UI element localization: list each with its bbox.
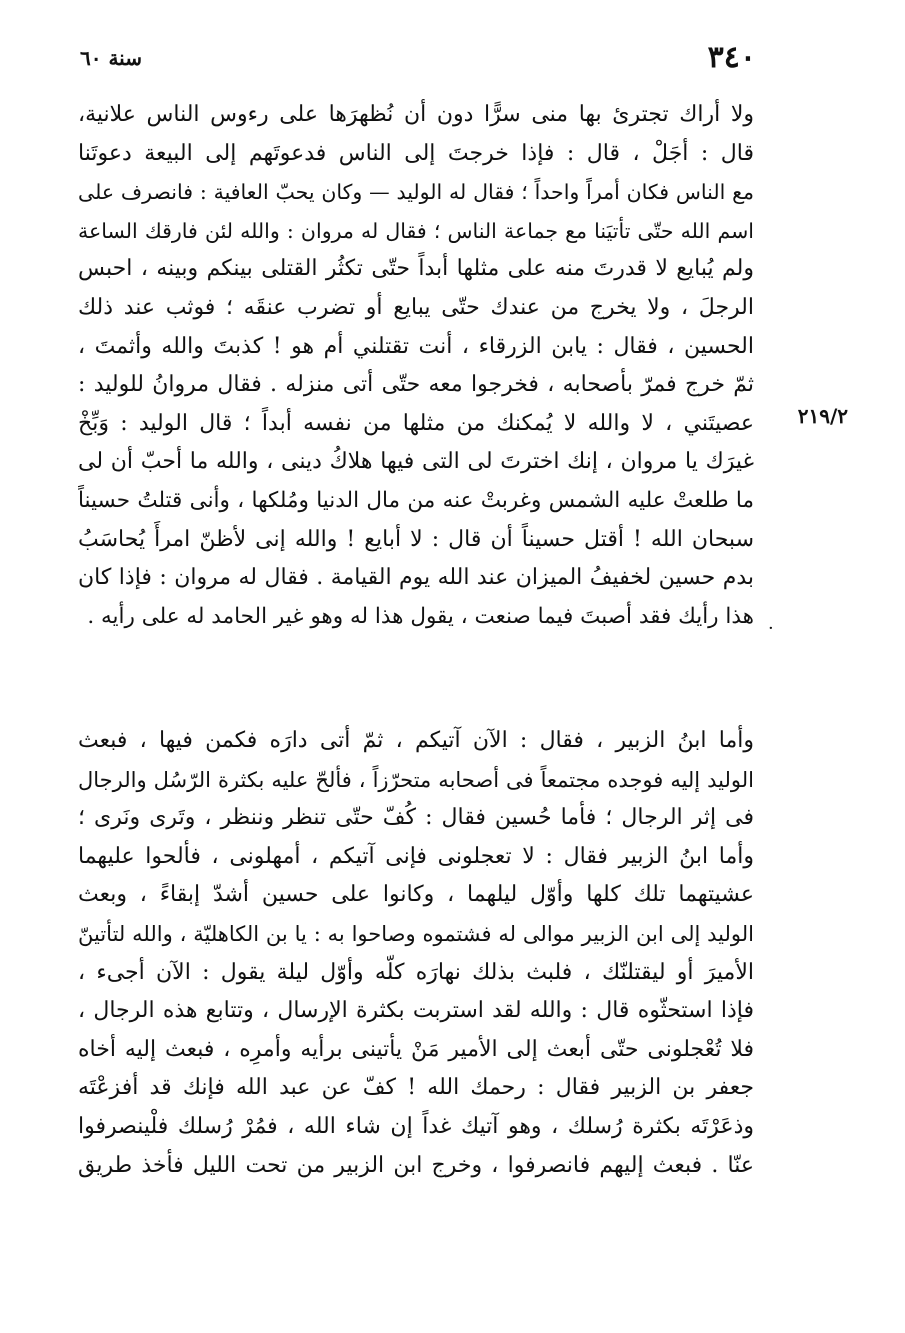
margin-dot-mark: · [768,618,774,639]
text-line: جعفر بن الزبير فقال : رحمك الله ! كفّ عن عبد الله فإنك قد أفزعْتَه [78,1075,754,1101]
text-line: فلا تُعْجلونى حتّى أبعث إلى الأمير مَنْ يأتينى برأيه وأمرِه ، فبعث إليه أخاه [78,1036,754,1062]
text-line: الحسين ، فقال : يابن الزرقاء ، أنت تقتلني أم هو ! كذبتَ والله وأثمتَ ، [78,333,754,359]
margin-reference: ٢١٩/٢ [797,404,848,428]
text-line: وذعَرْتَه بكثرة رُسلك ، وهو آتيك غداً إن شاء الله ، فمُرْ رُسلك فلْينصرفوا [78,1113,754,1139]
text-line: قال : أجَلْ ، قال : فإذا خرجتَ إلى الناس فدعوتَهم إلى البيعة دعوتَنا [78,140,754,166]
text-line: عصيتَني ، لا والله لا يُمكنك من مثلها من نفسه أبداً ؛ قال الوليد : وَبِّخْ [78,410,754,436]
text-line: فى إثر الرجال ؛ فأما حُسين فقال : كُفّ حتّى تنظر وننظر ، وتَرى ونَرى ؛ [78,805,754,831]
paragraph-2 [78,722,754,1185]
text-line: عنّا . فبعث إليهم فانصرفوا ، وخرج ابن الزبير من تحت الليل فأخذ طريق [78,1152,754,1178]
paragraph-1 [78,96,754,636]
text-line: الأميرَ أو ليقتلنّك ، فلبث بذلك نهارَه كلّه وأوّل ليلة يقول : الآن أجىء ، [78,959,754,985]
text-line: الوليد إلى ابن الزبير موالى له فشتموه وصاحوا به : يا بن الكاهليّة ، والله لتأتينّ [78,921,754,946]
text-line: وأما ابنُ الزبير ، فقال : الآن آتيكم ، ثمّ أتى دارَه فكمن فيها ، فبعث [78,728,754,753]
page-number: ٣٤٠ [707,40,756,75]
text-line: ولا أراك تجترئ بها منى سرًّا دون أن نُظهرَها على رءوس الناس علانية، [78,102,754,127]
text-line: ولم يُبايع لا قدرتَ منه على مثلها أبداً حتّى تكثُر القتلى بينكم وبينه ، احبس [78,256,754,282]
text-line: عشيتهما تلك كلها وأوّل ليلهما ، وكانوا على حسين أشدّ إبقاءً ، وبعث [78,882,754,908]
text-line: ما طلعتْ عليه الشمس وغربتْ عنه من مال الدنيا ومُلكها ، وأنى قتلتُ حسيناً [78,487,754,513]
text-line: فإذا استحثّوه قال : والله لقد استربت بكثرة الإرسال ، وتتابع هذه الرجال ، [78,998,754,1024]
text-line: سبحان الله ! أقتل حسيناً أن قال : لا أبايع ! والله إنى لأظنّ امرأً يُحاسَبُ [78,526,754,552]
text-line: هذا رأيك فقد أصبتَ فيما صنعت ، يقول هذا له وهو غير الحامد له على رأيه . [87,603,754,629]
text-line: بدم حسين لخفيفُ الميزان عند الله يوم القيامة . فقال له مروان : فإذا كان [78,565,754,591]
text-line: اسم الله حتّى تأتيَنا مع جماعة الناس ؛ فقال له مروان : والله لئن فارقك الساعة [78,218,754,243]
text-line: مع الناس فكان أمراً واحداً ؛ فقال له الوليد — وكان يحبّ العافية : فانصرف على [78,180,754,205]
year-heading: سنة ٦٠ [80,46,142,70]
running-header [80,40,756,80]
text-line: غيرَك يا مروان ، إنك اخترتَ لى التى فيها هلاكُ دينى ، والله ما أحبّ أن لى [78,449,754,475]
text-line: الرجلَ ، ولا يخرج من عندك حتّى يبايع أو تضرب عنقَه ؛ فوثب عند ذلك [78,294,754,320]
text-line: ثمّ خرج فمرّ بأصحابه ، فخرجوا معه حتّى أتى منزله . فقال مروانُ للوليد : [78,372,754,398]
text-line: الوليد إليه فوجده مجتمعاً فى أصحابه متحرّزاً ، فألحّ عليه بكثرة الرّسُل والرجال [78,767,754,792]
text-line: وأما ابنُ الزبير فقال : لا تعجلونى فإنى آتيكم ، أمهلونى ، فألحوا عليهما [78,843,754,869]
